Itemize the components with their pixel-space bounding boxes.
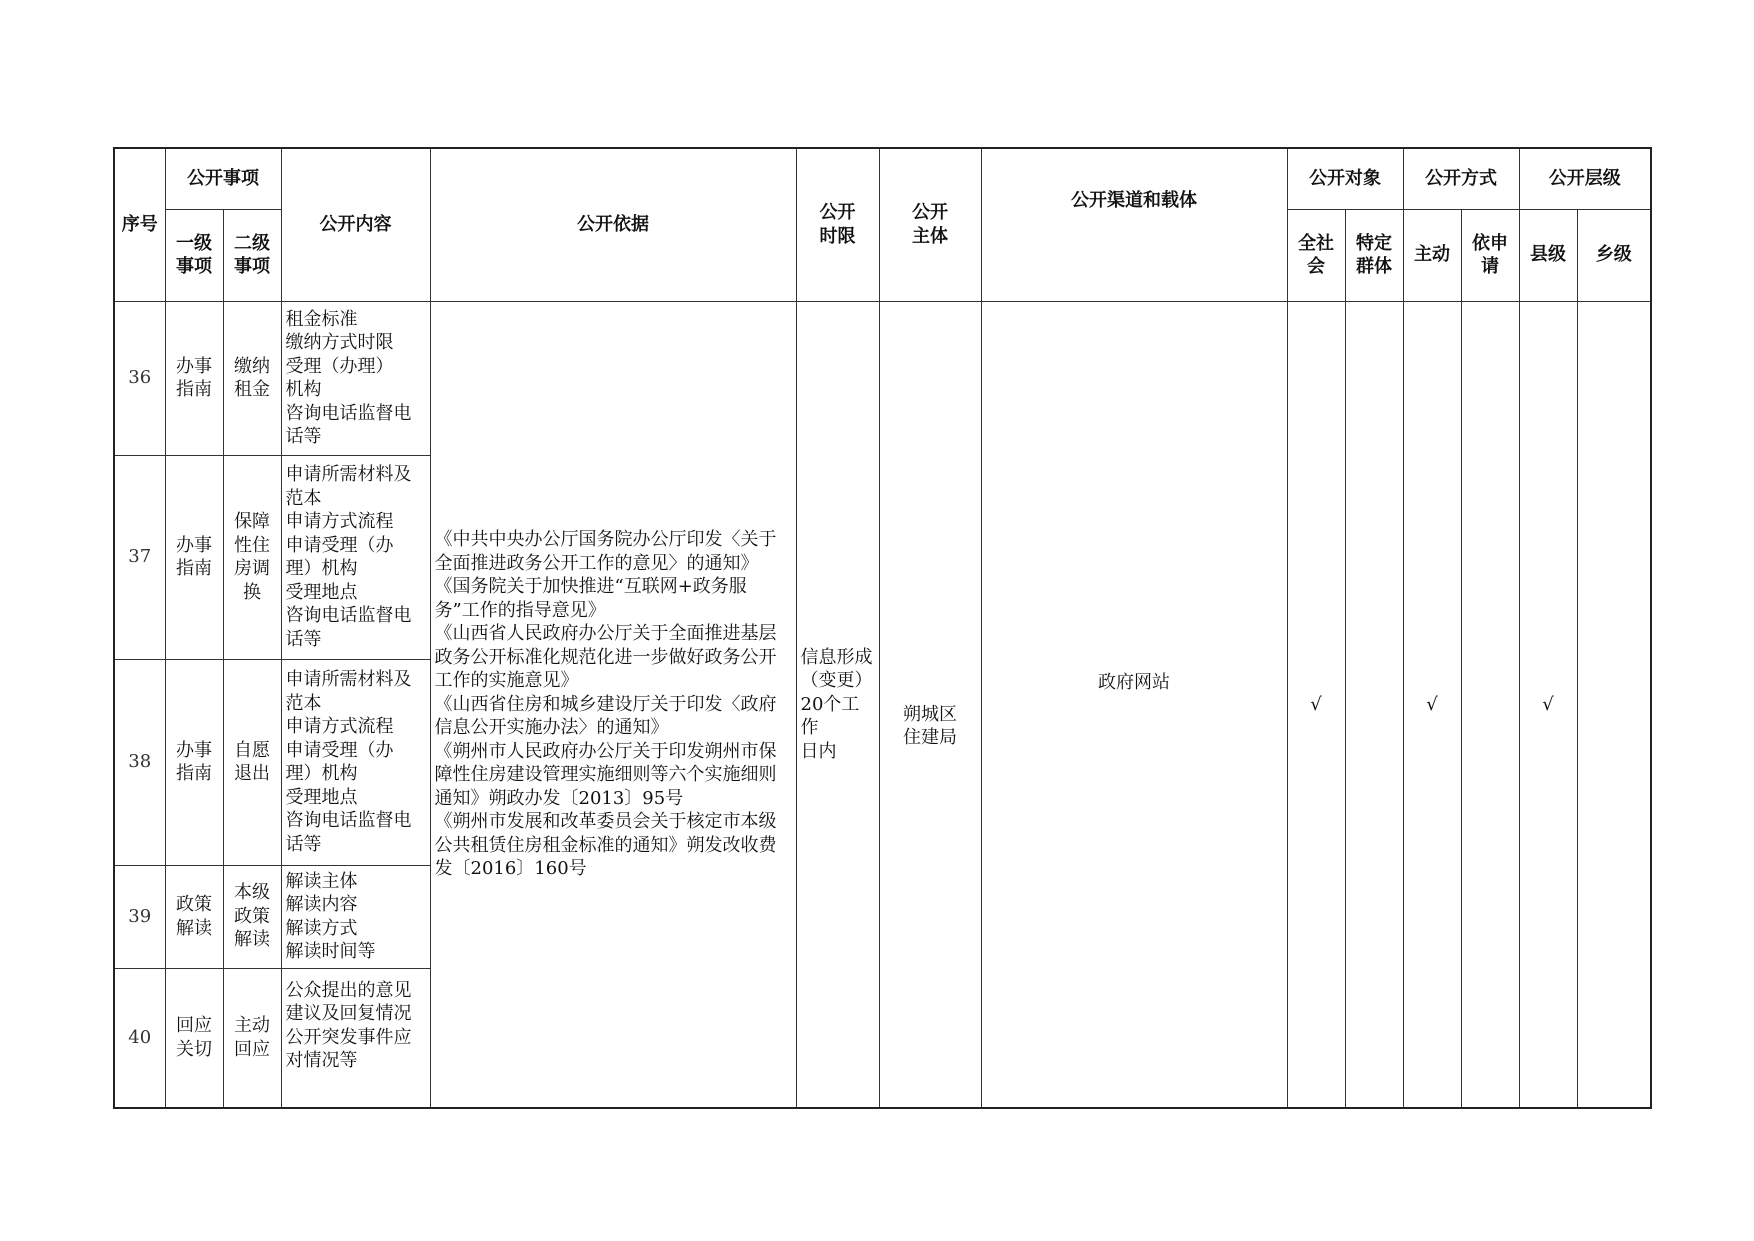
shared-channel: 政府网站 — [981, 301, 1287, 1108]
header-target-all: 全社 会 — [1287, 209, 1345, 301]
row-level2: 主动 回应 — [223, 968, 281, 1108]
header-basis: 公开依据 — [430, 148, 796, 301]
row-seq: 39 — [114, 865, 165, 968]
header-level2: 二级 事项 — [223, 209, 281, 301]
row-content: 公众提出的意见 建议及回复情况 公开突发事件应 对情况等 — [281, 968, 430, 1108]
row-seq: 38 — [114, 659, 165, 865]
row-content: 租金标准 缴纳方式时限 受理（办理） 机构 咨询电话监督电 话等 — [281, 301, 430, 455]
shared-level-town — [1577, 301, 1651, 1108]
row-level1: 回应 关切 — [165, 968, 223, 1108]
row-content: 申请所需材料及 范本 申请方式流程 申请受理（办 理）机构 受理地点 咨询电话监督电 话等 — [281, 659, 430, 865]
row-level2: 缴纳 租金 — [223, 301, 281, 455]
shared-target-all: √ — [1287, 301, 1345, 1108]
shared-basis: 《中共中央办公厅国务院办公厅印发〈关于全面推进政务公开工作的意见〉的通知》 《国务院关于加快推进“互联网+政务服务”工作的指导意见》 《山西省人民政府办公厅关于全面推进基层政务公开标准化规范化进一步做好政务公开工作的实施意见》 《山西省住房和城乡建设厅关于印发〈政府信息公开实施办法〉的通知》 《朔州市人民政府办公厅关于印发朔州市保障性住房建设管理实施细则等六个实施细则通知》朔政办发〔2013〕95号 《朔州市发展和改革委员会关于核定市本级公共租赁住房租金标准的通知》朔发改收费发〔2016〕160号 — [430, 301, 796, 1108]
row-seq: 36 — [114, 301, 165, 455]
header-channel: 公开渠道和载体 — [981, 148, 1287, 301]
header-mode-active: 主动 — [1403, 209, 1461, 301]
row-content: 申请所需材料及 范本 申请方式流程 申请受理（办 理）机构 受理地点 咨询电话监督电 话等 — [281, 455, 430, 659]
row-level2: 自愿 退出 — [223, 659, 281, 865]
header-level-county: 县级 — [1519, 209, 1577, 301]
shared-level-county: √ — [1519, 301, 1577, 1108]
header-mode-request: 依申 请 — [1461, 209, 1519, 301]
row-content: 解读主体 解读内容 解读方式 解读时间等 — [281, 865, 430, 968]
shared-mode-active: √ — [1403, 301, 1461, 1108]
header-time: 公开 时限 — [796, 148, 879, 301]
row-level2: 本级 政策 解读 — [223, 865, 281, 968]
header-item: 公开事项 — [165, 148, 281, 209]
header-mode: 公开方式 — [1403, 148, 1519, 209]
shared-time: 信息形成 （变更） 20个工作 日内 — [796, 301, 879, 1108]
disclosure-table — [113, 147, 1652, 1109]
header-level: 公开层级 — [1519, 148, 1651, 209]
row-level1: 办事 指南 — [165, 659, 223, 865]
header-target-group: 特定 群体 — [1345, 209, 1403, 301]
shared-mode-request — [1461, 301, 1519, 1108]
header-level-town: 乡级 — [1577, 209, 1651, 301]
row-seq: 40 — [114, 968, 165, 1108]
header-subject: 公开 主体 — [879, 148, 981, 301]
shared-target-group — [1345, 301, 1403, 1108]
row-level1: 政策 解读 — [165, 865, 223, 968]
header-target: 公开对象 — [1287, 148, 1403, 209]
table-row — [114, 301, 1651, 455]
header-level1: 一级 事项 — [165, 209, 223, 301]
row-level1: 办事 指南 — [165, 301, 223, 455]
row-level1: 办事 指南 — [165, 455, 223, 659]
header-content: 公开内容 — [281, 148, 430, 301]
row-level2: 保障 性住 房调 换 — [223, 455, 281, 659]
header-seq: 序号 — [114, 148, 165, 301]
row-seq: 37 — [114, 455, 165, 659]
shared-subject: 朔城区 住建局 — [879, 301, 981, 1108]
